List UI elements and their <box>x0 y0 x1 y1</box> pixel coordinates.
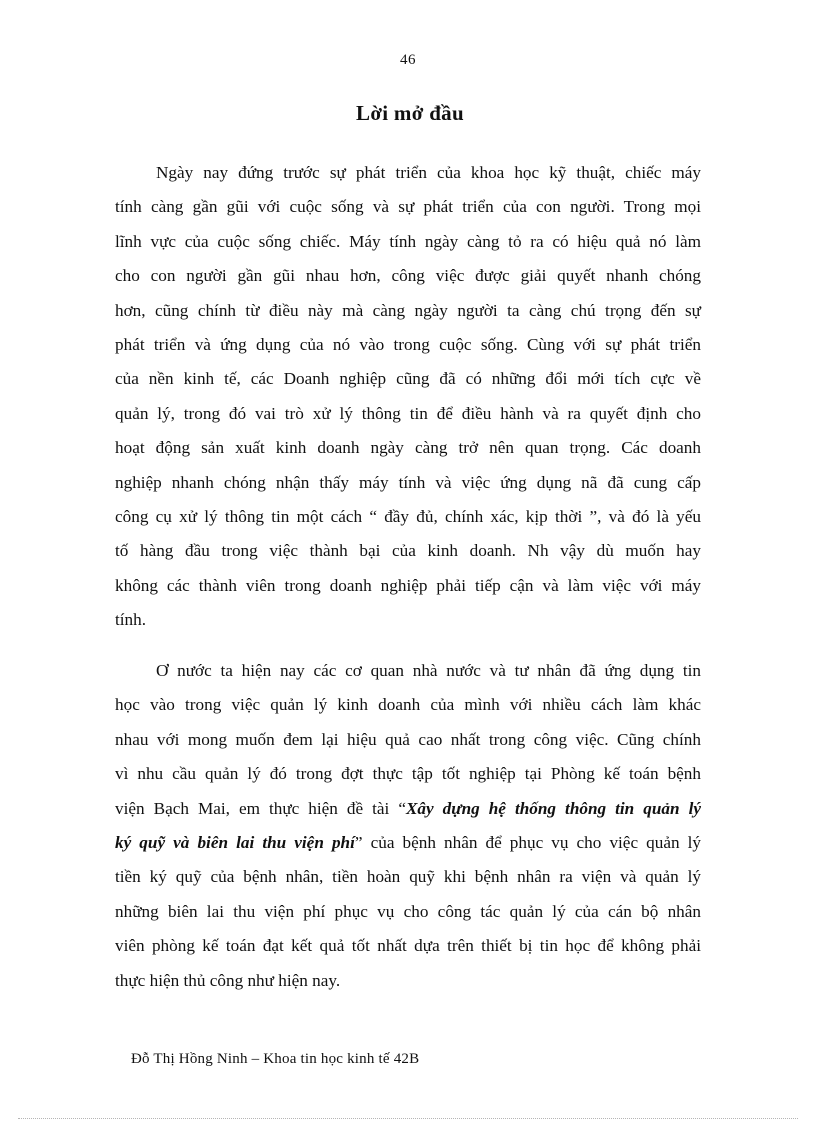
page-bottom-divider <box>18 1118 798 1119</box>
paragraph-1-line: nghiệp nhanh chóng nhận thấy máy tính và việc ứng dụng nã đã cung cấp <box>115 472 701 492</box>
paragraph-2-line: viên phòng kế toán đạt kết quả tốt nhất dựa trên thiết bị tin học để không phải <box>115 936 701 956</box>
paragraph-1-line: hoạt động sản xuất kinh doanh ngày càng trở nên quan trọng. Các doanh <box>115 438 701 458</box>
paragraph-1-line: hơn, cũng chính từ điều này mà càng ngày người ta càng chú trọng đến sự <box>115 300 701 320</box>
paragraph-1-line: cho con người gần gũi nhau hơn, công việc được giải quyết nhanh chóng <box>115 266 701 286</box>
paragraph-1-line: quản lý, trong đó vai trò xử lý thông tin để điều hành và ra quyết định cho <box>115 403 701 423</box>
line-text: ” của bệnh nhân để phục vụ cho việc quản lý <box>354 833 702 853</box>
page-number: 46 <box>400 52 416 68</box>
paragraph-1-line: công cụ xử lý thông tin một cách “ đầy đủ, chính xác, kịp thời ”, và đó là yếu <box>115 507 701 527</box>
paragraph-2-line: những biên lai thu viện phí phục vụ cho công tác quản lý của cán bộ nhân <box>115 901 701 921</box>
paragraph-1-line: lĩnh vực của cuộc sống chiếc. Máy tính ngày càng tỏ ra có hiệu quả nó làm <box>115 231 701 251</box>
page-title: Lời mở đầu <box>356 101 464 125</box>
thesis-topic-title: Xây dựng hệ thống thông tin quản lý <box>405 798 701 818</box>
intro-paragraph-1 <box>115 156 701 638</box>
paragraph-2-line: nhau với mong muốn đem lại hiệu quả cao nhất trong công việc. Cũng chính <box>115 729 701 749</box>
thesis-topic-title-continued: ký quỹ và biên lai thu viện phí <box>115 833 355 853</box>
paragraph-1-line: Ngày nay đứng trước sự phát triển của khoa học kỹ thuật, chiếc máy <box>156 163 701 182</box>
paragraph-2-line: vì nhu cầu quản lý đó trong đợt thực tập tốt nghiệp tại Phòng kế toán bệnh <box>115 764 701 784</box>
paragraph-1-line: tính càng gần gũi với cuộc sống và sự phát triển của con người. Trong mọi <box>115 197 701 217</box>
line-text: viện Bạch Mai, em thực hiện đề tài “ <box>115 798 406 818</box>
page-footer: Đỗ Thị Hồng Ninh – Khoa tin học kinh tế 42B <box>131 1051 420 1067</box>
paragraph-1-line: phát triển và ứng dụng của nó vào trong cuộc sống. Cùng với sự phát triển <box>115 335 701 355</box>
paragraph-2-line: Ơ nước ta hiện nay các cơ quan nhà nước và tư nhân đã ứng dụng tin <box>156 661 701 680</box>
paragraph-2-line <box>115 792 701 826</box>
paragraph-2-line: học vào trong việc quản lý kinh doanh của mình với nhiều cách làm khác <box>115 695 701 715</box>
paragraph-2-line <box>115 826 701 860</box>
intro-paragraph-2 <box>115 654 701 998</box>
paragraph-1-line: tính. <box>115 610 147 630</box>
paragraph-1-line: tố hàng đầu trong việc thành bại của kinh doanh. Nh vậy dù muốn hay <box>115 541 701 561</box>
paragraph-1-line: của nền kinh tế, các Doanh nghiệp cũng đã có những đổi mới tích cực về <box>115 369 701 389</box>
paragraph-2-line: tiền ký quỹ của bệnh nhân, tiền hoàn quỹ khi bệnh nhân ra viện và quản lý <box>115 867 701 887</box>
paragraph-1-line: không các thành viên trong doanh nghiệp phải tiếp cận và làm việc với máy <box>115 575 701 595</box>
paragraph-2-line: thực hiện thủ công như hiện nay. <box>115 970 341 990</box>
